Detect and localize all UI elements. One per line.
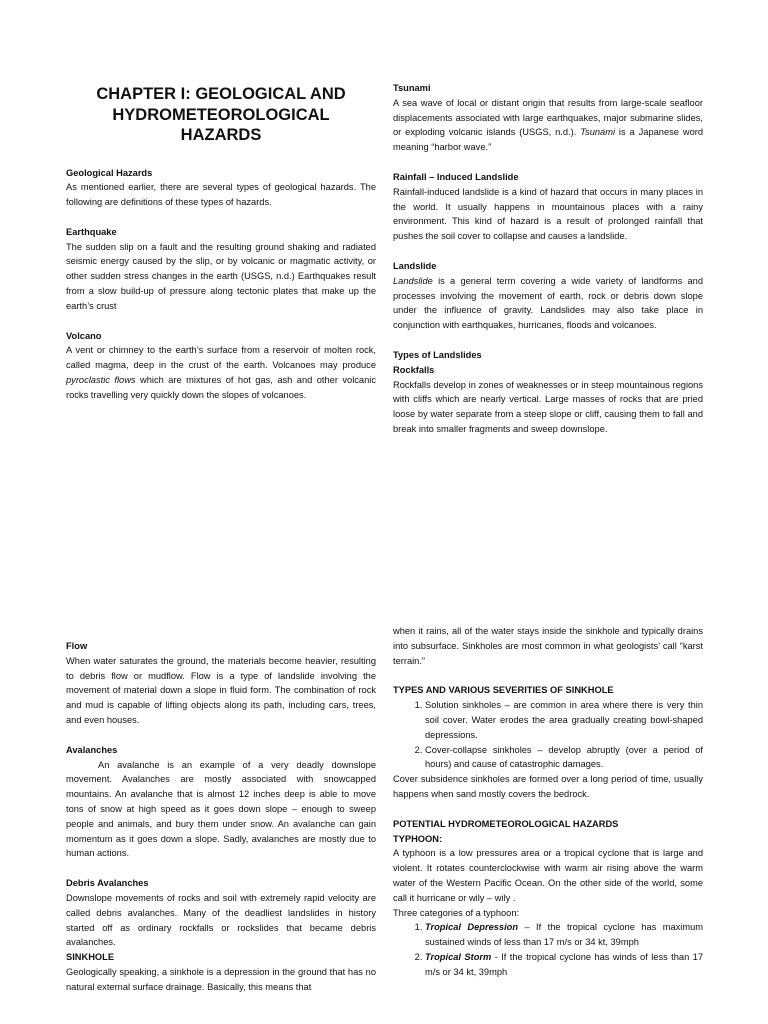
left-bottom-column [66,639,376,995]
left-top-column [66,84,376,403]
sinkhole-severities-heading: TYPES AND VARIOUS SEVERITIES OF SINKHOLE [393,685,614,696]
rainfall-landslide-text: Rainfall-induced landslide is a kind of hazard that occurs in many places in the world. It usually happens in mountainous places with a rainy environment. This kind of hazard is a result of prolonged rainfall that pushes the soil cover to collapse and causes a landslide. [393,186,703,242]
sinkhole-heading: SINKHOLE [66,952,115,963]
tsunami-heading: Tsunami [393,83,431,93]
sinkhole-text: Geologically speaking, a sinkhole is a depression in the ground that has no natural external surface drainage. Basically, this means that [66,966,376,992]
avalanches-text: An avalanche is an example of a very deadly downslope movement. Avalanches are mostly associated with snowcapped mountains. An avalanche that is almost 12 inches deep is able to move tons of snow at high speed as it goes down slope – enough to sweep people and animals, and bury them under snow. An avalanche can gain momentum as it goes down a slope. Sadly, avalanches are mostly due to human actions. [66,759,376,859]
typhoon-categories-list [393,920,703,979]
right-top-column [393,81,703,437]
landslide-text: Landslide is a general term covering a wide variety of landforms and processes involving the movement of earth, rock or debris down slope under the influence of gravity. Landslides may also take place in conjunction with earthquakes, hurricanes, floods and volcanoes. [393,275,703,331]
tsunami-text: A sea wave of local or distant origin that results from large-scale seafloor displacements associated with large earthquakes, major submarine slides, or exploding volcanic islands (USGS, n.d.). Tsunami is a Japanese word meaning “harbor wave.” [393,97,703,153]
flow-text: When water saturates the ground, the materials become heavier, resulting to debris flow or mudflow. Flow is a type of landslide involving the movement of material down a slope in fluid form. The combination of rock and mud is capable of lifting objects along its path, including cars, trees, and even houses. [66,655,376,725]
cover-subsidence-text: Cover subsidence sinkholes are formed over a long period of time, usually happens when sand mostly covers the bedrock. [393,774,703,799]
list-item: 1. Tropical Depression – If the tropical cyclone has maximum sustained winds of less than 17 m/s or 34 kt, 39mph [425,920,703,950]
list-item: 2. Cover-collapse sinkholes – develop abruptly (over a period of hours) and cause of catastrophic damages. [425,743,703,773]
right-bottom-column [393,624,703,980]
geological-hazards-text: As mentioned earlier, there are several types of geological hazards. The following are definitions of these types of hazards. [66,182,376,208]
types-of-landslides-heading: Types of Landslides [393,349,482,360]
volcano-heading: Volcano [66,330,102,341]
sinkhole-types-list [393,698,703,772]
debris-avalanches-heading: Debris Avalanches [66,878,149,889]
debris-avalanches-text: Downslope movements of rocks and soil with extremely rapid velocity are called debris avalanches. Many of the deadliest landslides in history started off as ordinary rockfalls or rockslides that became debris avalanches. [66,892,376,948]
typhoon-text: A typhoon is a low pressures area or a tropical cyclone that is large and violent. It rotates counterclockwise with warm air rising above the warm water of the Western Pacific Ocean. On the other side of the world, some call it hurricane or wily – wily . [393,848,703,903]
landslide-heading: Landslide [393,260,437,271]
list-item: 1. Solution sinkholes – are common in area where there is very thin soil cover. Water erodes the area gradually creating bowl-shaped depressions. [425,698,703,742]
flow-heading: Flow [66,641,88,651]
sinkhole-continued-text: when it rains, all of the water stays inside the sinkhole and typically drains into subsurface. Sinkholes are most common in what geologists’ call “karst terrain.” [393,626,703,666]
hydrometeorological-hazards-heading: POTENTIAL HYDROMETEOROLOGICAL HAZARDS [393,818,619,829]
rockfalls-text: Rockfalls develop in zones of weaknesses or in steep mountainous regions with cliffs which are nearly vertical. Large masses of rocks that are pried loose by water separate from a steep slope or cliff, causing them to fall and break into smaller fragments and sweep downslope. [393,379,703,434]
geological-hazards-heading: Geological Hazards [66,167,153,178]
volcano-text: A vent or chimney to the earth’s surface from a reservoir of molten rock, called magma, deep in the crust of the earth. Volcanoes may produce pyroclastic flows which are mixtures of hot gas, ash and other volcanic rocks travelling very quickly down the slopes of volcanoes. [66,345,376,400]
typhoon-heading: TYPHOON: [393,833,443,844]
rockfalls-heading: Rockfalls [393,364,435,375]
chapter-title: CHAPTER I: GEOLOGICAL AND HYDROMETEOROLOGICAL HAZARDS [96,85,346,144]
avalanches-heading: Avalanches [66,744,118,755]
earthquake-heading: Earthquake [66,226,117,237]
rainfall-landslide-heading: Rainfall – Induced Landslide [393,171,519,182]
list-item: 2. Tropical Storm - If the tropical cyclone has winds of less than 17 m/s or 34 kt, 39mph [425,950,703,980]
typhoon-categories-intro: Three categories of a typhoon: [393,907,520,918]
earthquake-text: The sudden slip on a fault and the resulting ground shaking and radiated seismic energy caused by the slip, or by volcanic or magmatic activity, or other sudden stress changes in the earth (USGS, n.d.) Earthquakes result from a slow build-up of pressure along tectonic plates that make up the earth’s crust [66,241,376,311]
